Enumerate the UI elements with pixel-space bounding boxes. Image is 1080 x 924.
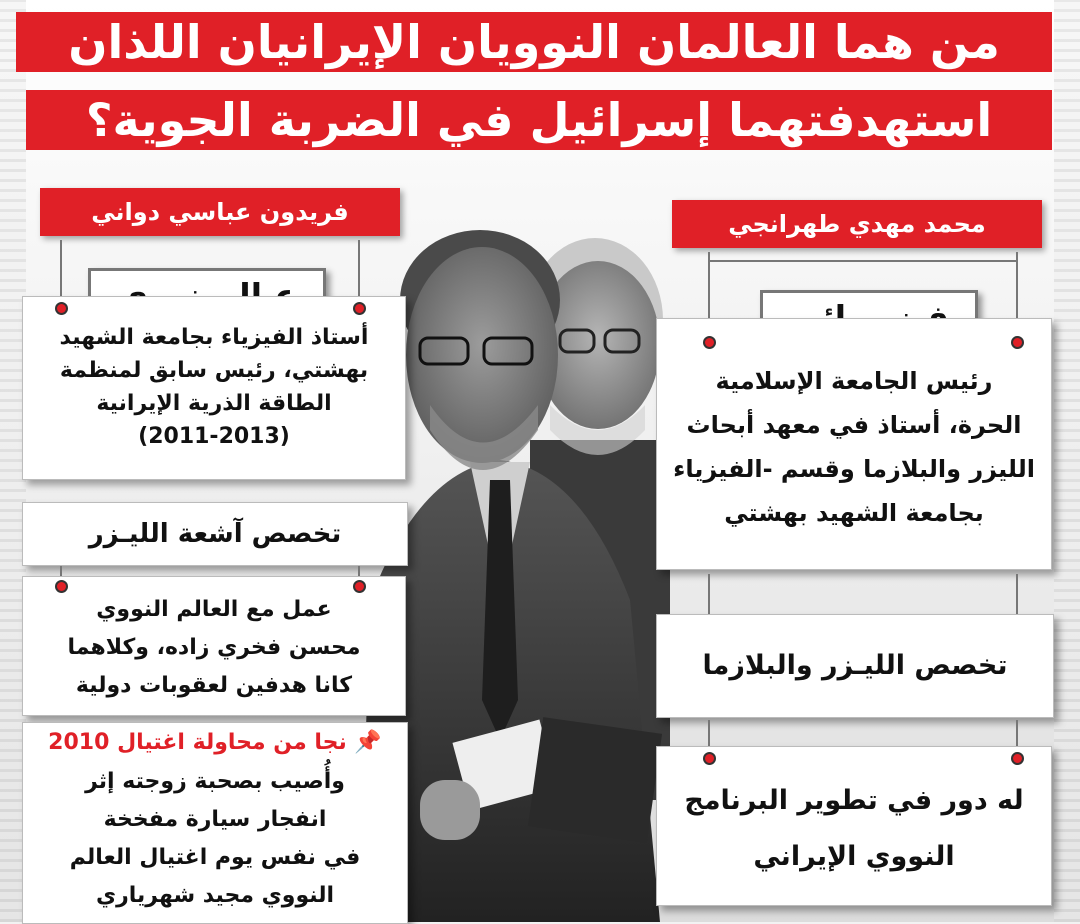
left-specialty: تخصص آشعة الليـزر	[88, 519, 342, 549]
left-bio-line: أستاذ الفيزياء بجامعة الشهيد	[59, 325, 369, 350]
left-specialty-box	[22, 502, 408, 566]
left-note-line: كانا هدفين لعقوبات دولية	[75, 673, 353, 698]
connector	[1016, 574, 1018, 614]
right-specialty: تخصص الليـزر والبلازما	[702, 650, 1008, 681]
left-escape-line: انفجار سيارة مفخخة	[103, 807, 327, 832]
right-bio-box	[656, 318, 1052, 570]
connector	[708, 260, 1018, 262]
connector-dot	[55, 580, 68, 593]
connector-dot	[1011, 336, 1024, 349]
left-note-line: محسن فخري زاده، وكلاهما	[67, 635, 361, 660]
connector-dot	[55, 302, 68, 315]
left-bio-line: بهشتي، رئيس سابق لمنظمة	[59, 358, 369, 383]
left-note-line: عمل مع العالم النووي	[96, 597, 332, 622]
right-decor-stripe	[1054, 0, 1080, 922]
connector-dot	[353, 580, 366, 593]
right-role-line: له دور في تطوير البرنامج	[684, 785, 1024, 816]
left-escape-line: النووي مجيد شهرياري	[95, 883, 335, 908]
left-name-tag: فريدون عباسي دواني	[40, 188, 400, 236]
connector	[708, 574, 710, 614]
left-note-box	[22, 576, 406, 716]
connector-dot	[703, 752, 716, 765]
right-role-line: النووي الإيراني	[753, 841, 955, 872]
left-escape-line: في نفس يوم اغتيال العالم	[69, 845, 361, 870]
left-bio-line: (2011-2013)	[138, 424, 290, 449]
connector-dot	[353, 302, 366, 315]
connector-dot	[1011, 752, 1024, 765]
left-escape-line: وأُصيب بصحبة زوجته إثر	[85, 769, 345, 794]
left-escape-title: نجا من محاولة اغتيال 2010	[48, 730, 347, 755]
right-bio-line: بجامعة الشهيد بهشتي	[724, 499, 984, 527]
headline-line-1: من هما العالمان النوويان الإيرانيان اللذان	[16, 12, 1052, 72]
right-bio-line: الليزر والبلازما وقسم -الفيزياء	[673, 455, 1035, 483]
connector	[358, 240, 360, 300]
right-bio-line: رئيس الجامعة الإسلامية	[715, 367, 993, 395]
right-bio-line: الحرة، أستاذ في معهد أبحاث	[686, 411, 1022, 439]
right-specialty-box	[656, 614, 1054, 718]
headline-line-2: استهدفتهما إسرائيل في الضربة الجوية؟	[26, 90, 1052, 150]
right-name-tag: محمد مهدي طهرانجي	[672, 200, 1042, 248]
right-role-box	[656, 746, 1052, 906]
left-bio-box	[22, 296, 406, 480]
left-escape-box	[22, 722, 408, 924]
connector-dot	[703, 336, 716, 349]
connector	[60, 240, 62, 300]
left-bio-line: الطاقة الذرية الإيرانية	[96, 391, 332, 416]
pin-icon: 📌	[354, 730, 382, 755]
